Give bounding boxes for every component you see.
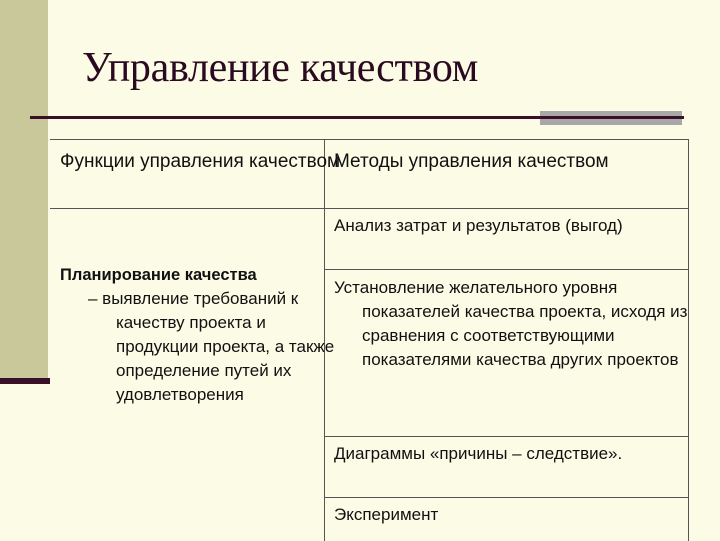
method-row-divider — [324, 436, 689, 437]
method-row-divider — [324, 269, 689, 270]
header-functions: Функции управления качеством — [60, 151, 341, 172]
method-item: Диаграммы «причины – следствие». — [334, 444, 623, 463]
function-definition: – выявление требований к качеству проекта и продукции проекта, а также определение путей их удовлетворения — [88, 289, 335, 404]
method-item: Установление желательного уровня показателей качества проекта, исходя из сравнения с соответствующими показателями качества других проектов — [334, 278, 688, 369]
method-item: Анализ затрат и результатов (выгод) — [334, 216, 623, 235]
header-row-divider — [50, 208, 689, 209]
function-cell — [60, 263, 335, 407]
decorative-side-rule — [0, 378, 50, 384]
decorative-side-band — [0, 0, 48, 378]
header-methods: Методы управления качеством — [334, 151, 609, 172]
method-row-divider — [324, 497, 689, 498]
function-term: Планирование качества — [60, 266, 257, 284]
slide-title: Управление качеством — [82, 45, 478, 91]
title-divider-accent-line — [540, 116, 682, 119]
method-item: Эксперимент — [334, 505, 439, 524]
quality-table — [50, 139, 689, 541]
